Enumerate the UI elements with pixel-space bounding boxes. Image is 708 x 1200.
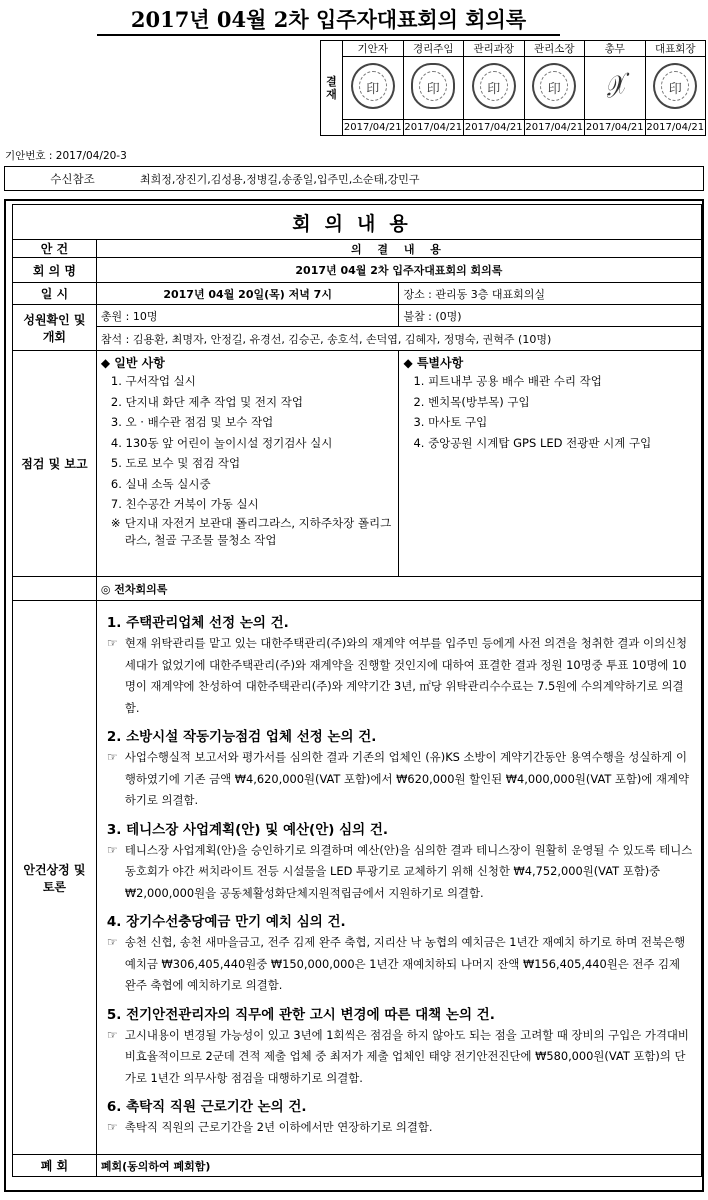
approval-seal-4: [524, 57, 585, 120]
agenda-item-body: 사업수행실적 보고서와 평가서를 심의한 결과 기존의 업체인 (유)KS 소방이 계약기간동안 용역수행을 성실하게 이행하였기에 기존 금액 ₩4,620,000원(VAT 포함)에서 ₩620,000원 할인된 ₩4,000,000원(VAT 포함)에 재계약 하기로 의결함.: [124, 750, 690, 807]
note-mark: ※: [110, 515, 121, 530]
seal-stamp-icon: 印: [351, 63, 395, 109]
approval-role: 관리과장: [464, 41, 525, 57]
inspection-label: 점검 및 보고: [13, 351, 97, 577]
agenda-item-title: 2. 소방시설 작동기능점검 업체 선정 논의 건.: [106, 729, 377, 745]
approval-date: 2017/04/21: [524, 119, 585, 135]
minutes-header: 회의내용: [13, 205, 702, 240]
approval-role: 총무: [585, 41, 646, 57]
approval-date: 2017/04/21: [403, 119, 464, 135]
approval-label: 결재: [321, 41, 343, 136]
agenda-item-body: 촉탁직 직원의 근로기간을 2년 이하에서만 연장하기로 의결함.: [124, 1120, 433, 1134]
members-total: 총원 : 10명: [96, 305, 399, 327]
general-item: 6. 실내 소독 실시중: [110, 476, 211, 491]
special-item: 1. 피트내부 공용 배수 배관 수리 작업: [413, 374, 602, 388]
approval-seal-2: [403, 57, 464, 120]
agenda-item-title: 5. 전기안전관리자의 직무에 관한 고시 변경에 따른 대책 논의 건.: [106, 1006, 495, 1023]
general-item: 5. 도로 보수 및 점검 작업: [110, 456, 241, 470]
minutes-frame: [4, 199, 704, 1192]
pointing-hand-icon: ☞: [106, 1027, 118, 1042]
general-matters: [96, 351, 399, 577]
pointing-hand-icon: ☞: [106, 636, 118, 650]
agenda-item-title: 1. 주택관리업체 선정 논의 건.: [106, 615, 289, 631]
special-item: 2. 벤치목(방부목) 구입: [413, 394, 530, 409]
approval-seal-3: [464, 57, 525, 120]
approval-signature: [585, 57, 646, 120]
approval-date: 2017/04/21: [464, 119, 525, 135]
datetime-label: 일 시: [13, 283, 97, 305]
general-item: 2. 단지내 화단 제추 작업 및 전지 작업: [110, 394, 303, 409]
special-item: 3. 마사토 구입: [413, 415, 488, 429]
discussion-items: [96, 601, 701, 1155]
approval-seal-6: [645, 57, 706, 120]
agenda-item: [107, 1003, 693, 1090]
agenda-item-body: 테니스장 사업계획(안)을 승인하기로 의결하며 예산(안)을 심의한 결과 테니스장이 원활히 운영될 수 있도록 테니스 동호회가 야간 써치라이트 전등 시설물을 LED 투광기로 교체하기 위해 신청한 ₩4,752,000원(VAT 포함)중 ₩2,000,000원을 공동체활성화단체지원적립금에서 지원하기로 의결함.: [124, 842, 693, 900]
general-item: 1. 구서작업 실시: [110, 374, 196, 388]
closing-label: 폐 회: [13, 1155, 97, 1177]
meeting-datetime: 2017년 04월 20일(목) 저녁 7시: [96, 283, 399, 305]
signature-icon: 𝒳: [598, 69, 631, 106]
agenda-item: [107, 1095, 693, 1139]
agenda-item-body: 송천 신협, 송천 새마을금고, 전주 김제 완주 축협, 지리산 낙 농협의 예치금은 1년간 재예치 하기로 하며 전북은행 예치금 ₩306,405,440원중 ₩150,000,000은 1년간 재예치하되 나머지 잔액 ₩156,405,440원은 전주 김제 완주 축협에 예치하기로 의결함.: [124, 935, 686, 992]
minutes-table: [12, 204, 702, 1177]
approval-table: [320, 40, 706, 136]
meeting-name: 2017년 04월 2차 입주자대표회의 회의록: [96, 258, 701, 283]
agenda-value: 의 결 내 용: [96, 240, 701, 258]
previous-minutes-empty-label: [13, 577, 97, 601]
document-title: 2017년 04월 2차 입주자대표회의 회의록: [97, 6, 560, 36]
recipients-box: [4, 166, 704, 191]
special-item: 4. 중앙공원 시계탑 GPS LED 전광판 시계 구입: [413, 435, 652, 450]
closing-value: 폐회(동의하여 폐회함): [96, 1155, 701, 1177]
approval-date: 2017/04/21: [585, 119, 646, 135]
agenda-item: [107, 611, 693, 719]
pointing-hand-icon: ☞: [106, 1120, 118, 1134]
discussion-label: 안건상정 및 토론: [13, 601, 97, 1155]
recipients-value: 최희정,장진기,김성용,정병길,송종일,입주민,소순태,강민구: [140, 172, 420, 186]
approval-role: 기안자: [343, 41, 404, 57]
general-item: 3. 오 · 배수관 점검 및 보수 작업: [110, 415, 274, 429]
approval-seal-1: [343, 57, 404, 120]
meeting-place: 장소 : 관리동 3층 대표회의실: [399, 283, 702, 305]
seal-stamp-icon: 印: [653, 63, 697, 109]
agenda-item-title: 4. 장기수선충당예금 만기 예치 심의 건.: [106, 914, 346, 930]
pointing-hand-icon: ☞: [106, 750, 118, 764]
approval-role: 관리소장: [524, 41, 585, 57]
agenda-item: [107, 725, 693, 812]
meeting-label: 회 의 명: [13, 258, 97, 283]
agenda-item: [107, 818, 693, 905]
pointing-hand-icon: ☞: [106, 935, 118, 949]
agenda-item-body: 고시내용이 변경될 가능성이 있고 3년에 1회씩은 점검을 하지 않아도 되는 점을 고려할 때 장비의 구입은 가격대비 비효율적이므로 2군데 견적 제출 업체 중 최저가 제출 업체인 태양 전기안전진단에 ₩580,000원(VAT 포함)의 단가로 1년간 의무사항 점검을 대행하기로 의결함.: [124, 1027, 689, 1085]
agenda-item-title: 6. 촉탁직 직원 근로기간 논의 건.: [106, 1099, 307, 1115]
general-item: 7. 친수공간 거북이 가동 실시: [110, 497, 259, 511]
seal-stamp-icon: 印: [532, 63, 576, 109]
general-title: ◆ 일반 사항: [100, 356, 165, 370]
agenda-item-body: 현재 위탁관리를 맡고 있는 대한주택관리(주)와의 재계약 여부를 입주민 등에게 사전 의견을 청취한 결과 이의신청세대가 없었기에 대한주택관리(주)와 재계약을 진행할 것인지에 대하여 표결한 결과 정원 10명중 투표 10명에 10명이 재계약에 찬성하여 대한주택관리(주)와 계약기간 3년, ㎡당 위탁관리수수료는 7.5원에 수의계약하기로 의결함.: [124, 636, 687, 715]
approval-role: 경리주임: [403, 41, 464, 57]
approval-date: 2017/04/21: [343, 119, 404, 135]
seal-stamp-icon: 印: [411, 63, 455, 109]
general-note-text: 단지내 자전거 보관대 폴리그라스, 지하주차장 폴리그라스, 철골 구조물 물청소 작업: [124, 515, 392, 547]
recipients-label: 수신참조: [50, 171, 95, 186]
members-label: 성원확인 및 개회: [13, 305, 97, 351]
special-matters: [399, 351, 702, 577]
agenda-item: [107, 910, 693, 997]
members-attendees: 참석 : 김용환, 최명자, 안정길, 유경선, 김승곤, 송호석, 손덕엽, 김혜자, 정명숙, 권혁주 (10명): [96, 327, 701, 351]
pointing-hand-icon: ☞: [106, 842, 118, 857]
document-number: 기안번호 : 2017/04/20-3: [5, 150, 127, 162]
general-item: 4. 130동 앞 어린이 놀이시설 정기검사 실시: [110, 435, 333, 450]
approval-role: 대표회장: [645, 41, 706, 57]
agenda-label: 안 건: [13, 240, 97, 258]
approval-date: 2017/04/21: [645, 119, 706, 135]
seal-stamp-icon: 印: [472, 63, 516, 109]
general-note: [101, 515, 395, 550]
agenda-item-title: 3. 테니스장 사업계획(안) 및 예산(안) 심의 건.: [106, 821, 389, 838]
previous-minutes: ◎ 전차회의록: [96, 577, 701, 601]
members-absent: 불참 : (0명): [399, 305, 702, 327]
special-title: ◆ 특별사항: [403, 356, 464, 370]
